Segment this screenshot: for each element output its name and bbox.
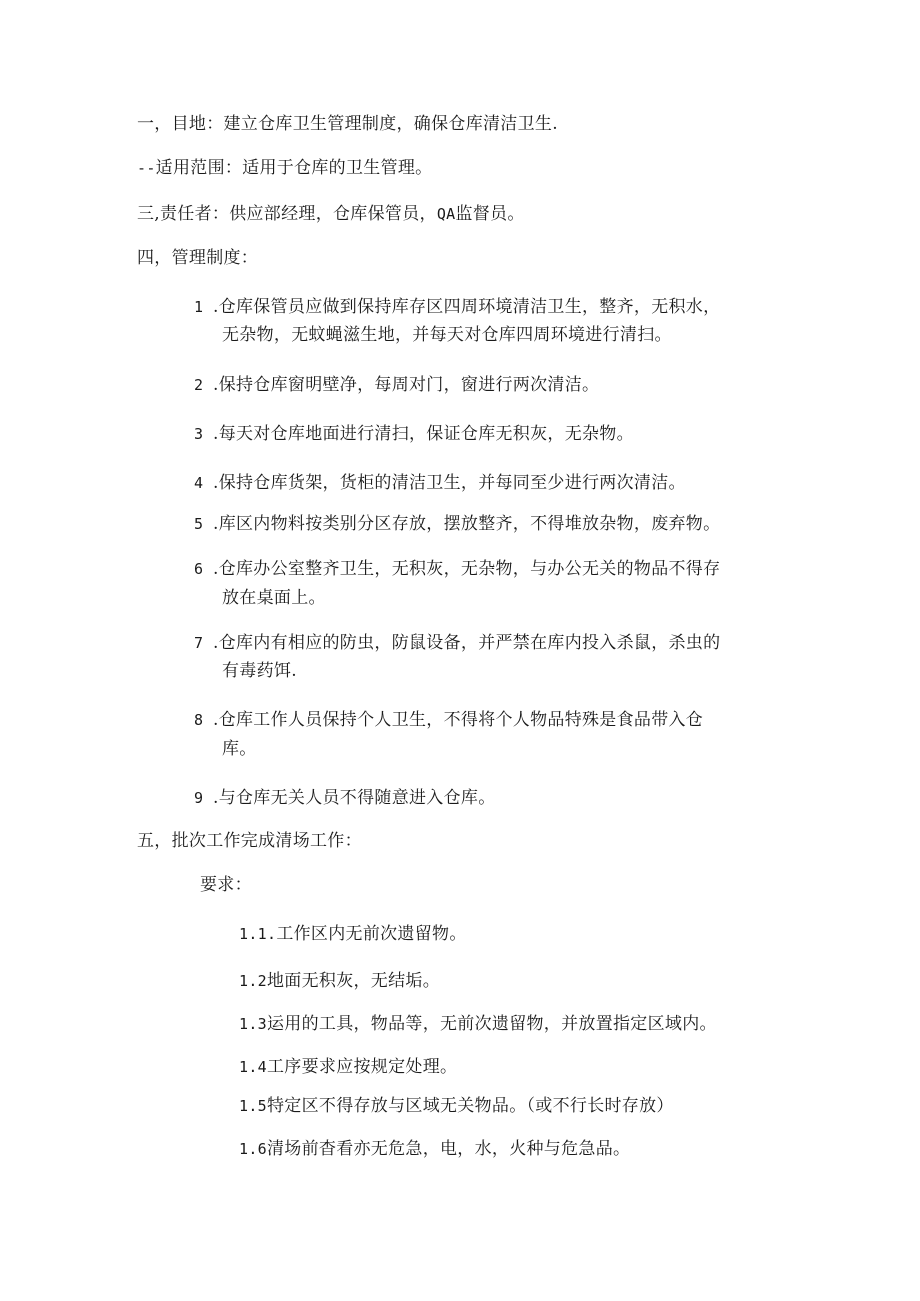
rule-number: 1 (194, 298, 204, 316)
list-item (239, 1139, 630, 1159)
section-1-purpose: 一，目地：建立仓库卫生管理制度，确保仓库清洁卫生. (137, 114, 558, 134)
rule-number: 4 (194, 474, 204, 492)
requirement-number: 1.6 (239, 1140, 267, 1158)
requirement-text: 运用的工具，物品等，无前次遗留物，并放置指定区域内。 (267, 1014, 717, 1034)
rule-number: 3 (194, 425, 204, 443)
section-4-rules-title: 四，管理制度： (137, 248, 259, 268)
section-2-scope (137, 158, 432, 178)
rule-text-line1: .仓库办公室整齐卫生，无积灰，无杂物，与办公无关的物品不得存 (213, 559, 721, 579)
rule-number: 7 (194, 634, 204, 652)
requirement-text: 工作区内无前次遗留物。 (276, 924, 467, 944)
requirement-number: 1.5 (239, 1097, 267, 1115)
rule-text-line1: .保持仓库货架，货柜的清洁卫生，并每同至少进行两次清洁。 (213, 473, 686, 493)
section-3-responsible (137, 204, 525, 224)
rule-number: 9 (194, 789, 204, 807)
requirement-number: 1.3 (239, 1015, 267, 1033)
rule-number: 2 (194, 376, 204, 394)
rule-text-line2: 库。 (222, 739, 257, 759)
rule-text-line1: .保持仓库窗明壁净，每周对门，窗进行两次清洁。 (213, 375, 600, 395)
list-item (239, 1057, 457, 1077)
rule-text-line2: 有毒药饵. (222, 661, 297, 681)
rule-text-line1: .与仓库无关人员不得随意进入仓库。 (213, 788, 496, 808)
requirement-number: 1.2 (239, 972, 267, 990)
requirement-number: 1.1. (239, 925, 277, 943)
rule-text-line1: .每天对仓库地面进行清扫，保证仓库无积灰，无杂物。 (213, 424, 634, 444)
rule-text-line1: .仓库保管员应做到保持库存区四周环境清洁卫生，整齐，无积水， (213, 297, 721, 317)
list-item (239, 1096, 674, 1116)
requirement-text: 特定区不得存放与区域无关物品。（或不行长时存放） (267, 1096, 674, 1116)
requirement-text: 地面无积灰，无结垢。 (267, 971, 440, 991)
section-3-part-a: 三,责任者：供应部经理，仓库保管员， (137, 204, 437, 224)
section-3-qa: QA (436, 205, 456, 223)
list-item (239, 924, 467, 944)
section-5-clearance-title: 五，批次工作完成清场工作： (137, 831, 362, 851)
rule-text-line1: .库区内物料按类别分区存放，摆放整齐，不得堆放杂物，废弃物。 (213, 514, 721, 534)
rule-number: 5 (194, 515, 204, 533)
rule-text-line2: 无杂物，无蚊蝇滋生地，并每天对仓库四周环境进行清扫。 (222, 325, 672, 345)
rule-text-line2: 放在桌面上。 (222, 588, 326, 608)
requirements-title: 要求： (200, 875, 252, 895)
section-3-part-c: 监督员。 (455, 204, 525, 224)
list-item (239, 1014, 717, 1034)
requirement-text: 清场前杳看亦无危急，电，水，火种与危急品。 (267, 1139, 631, 1159)
list-item (239, 971, 440, 991)
rule-number: 8 (194, 711, 204, 729)
requirement-number: 1.4 (239, 1058, 267, 1076)
requirement-text: 工序要求应按规定处理。 (267, 1057, 458, 1077)
section-2-text: 适用范围：适用于仓库的卫生管理。 (155, 158, 433, 178)
section-2-prefix: -- (137, 159, 156, 177)
rule-text-line1: .仓库工作人员保持个人卫生，不得将个人物品特殊是食品带入仓 (213, 710, 704, 730)
rule-number: 6 (194, 560, 204, 578)
rule-text-line1: .仓库内有相应的防虫，防鼠设备，并严禁在库内投入杀鼠，杀虫的 (213, 633, 721, 653)
